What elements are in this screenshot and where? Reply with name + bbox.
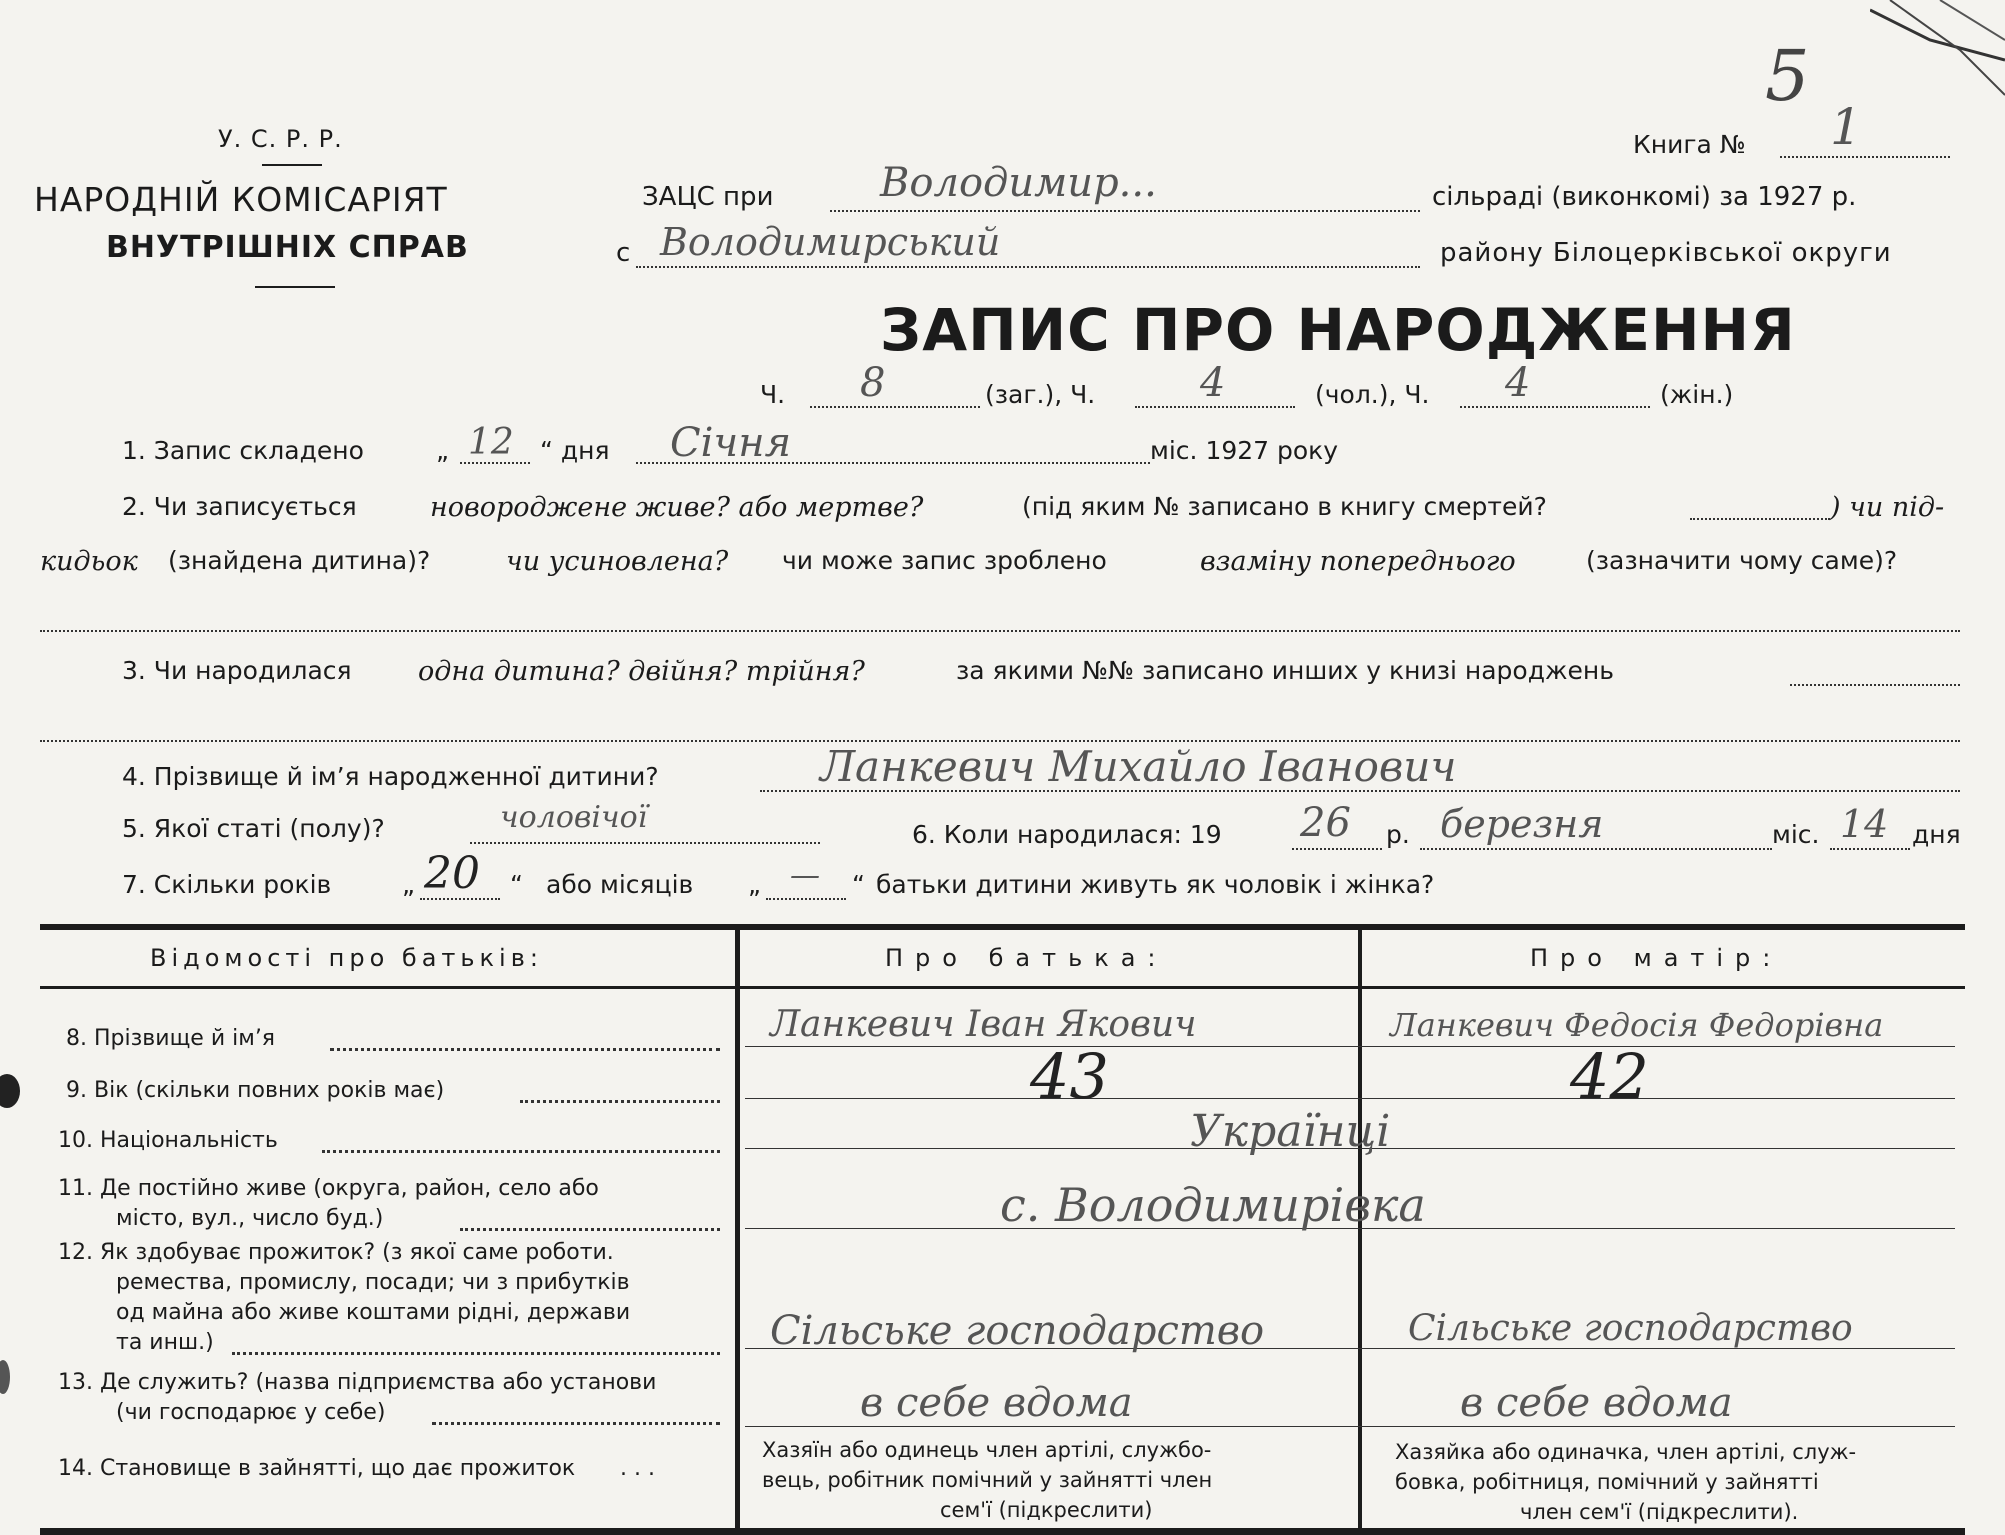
q7-open-quote: „ (402, 870, 415, 899)
q1-suffix: міс. 1927 року (1150, 436, 1339, 465)
row-13-father: в себе вдома (860, 1380, 1133, 1426)
q6-day-value: 14 (1840, 802, 1889, 846)
book-field-line (1780, 156, 1950, 158)
q6-month-line (1420, 848, 1772, 850)
row-10-father: Українці (1190, 1106, 1391, 1157)
table-col-divider (735, 930, 740, 1535)
q2-italic3: кидьок (40, 546, 138, 577)
q3-text1: 3. Чи народилася (122, 656, 352, 685)
count-general-line (810, 406, 980, 408)
row-11-label-1: 11. Де постійно живе (округа, район, село або (58, 1176, 599, 1201)
q4-label: 4. Прізвище й ім’я народженної дитини? (122, 762, 659, 791)
village-council-label: сільраді (виконкомі) за 1927 р. (1432, 182, 1857, 212)
q7-months-value: — (790, 858, 820, 893)
row-14-mother-line1: Хазяйка або одиначка, член артілі, служ- (1395, 1440, 1857, 1464)
table-header-mother: Про матір: (1530, 944, 1783, 972)
row-11-father: с. Володимирівка (1000, 1178, 1426, 1232)
row-line (745, 1426, 1955, 1427)
commissariat-line1: НАРОДНІЙ КОМІСАРІЯТ (34, 180, 448, 219)
q7-label: 7. Скільки років (122, 870, 332, 899)
row-leader (232, 1352, 720, 1355)
row-12-label-1: 12. Як здобуває прожиток? (з якої саме роботи. (58, 1240, 614, 1265)
header-divider (262, 164, 322, 166)
count-male-label: (чол.), Ч. (1315, 380, 1430, 409)
table-header-info: Відомості про батьків: (150, 944, 543, 972)
table-bottom-border (40, 1528, 1965, 1535)
q5-line (470, 842, 820, 844)
row-12-label-2: ремества, промислу, посади; чи з прибутків (116, 1270, 630, 1295)
q2-answer-line (40, 630, 1960, 632)
q7-months-line (766, 898, 846, 900)
q2-text3: (знайдена дитина)? (168, 546, 431, 575)
row-8-father: Ланкевич Іван Якович (770, 1004, 1197, 1045)
row-14-mother-line2: бовка, робітниця, помічний у зайнятті (1395, 1470, 1819, 1494)
q2-text4: чи може запис зроблено (782, 546, 1107, 575)
row-line (745, 1046, 1955, 1047)
q6-day-suffix: дня (1912, 820, 1961, 849)
row-12-mother: Сільське господарство (1408, 1308, 1853, 1349)
row-13-mother: в себе вдома (1460, 1380, 1733, 1426)
table-header-father: Про батька: (885, 944, 1168, 972)
q1-close-quote: “ дня (540, 436, 610, 465)
q6-month-suffix: міс. (1772, 820, 1820, 849)
zags-field-line (830, 210, 1420, 212)
count-female-line (1460, 406, 1650, 408)
q7-years-value: 20 (424, 848, 480, 899)
row-13-label-1: 13. Де служить? (назва підприємства або установи (58, 1370, 657, 1395)
q7-months-open: „ (748, 870, 761, 899)
q3-text2: за якими №№ записано инших у книзі народжень (956, 656, 1614, 685)
q5-value: чоловічої (500, 800, 648, 835)
row-8-mother: Ланкевич Федосія Федорівна (1390, 1006, 1884, 1044)
count-label: Ч. (760, 380, 786, 409)
q3-line-a (1790, 684, 1960, 686)
count-male-line (1135, 406, 1295, 408)
row-14-leader: . . . (620, 1456, 655, 1481)
q2-death-book-line (1690, 518, 1830, 520)
q5-label: 5. Якої статі (полу)? (122, 814, 385, 843)
row-12-label-3: од майна або живе коштами рідні, держави (116, 1300, 631, 1325)
book-label: Книга № (1633, 130, 1746, 159)
q2-italic2: ) чи під- (1830, 492, 1945, 523)
row-14-father-line2: вець, робітник помічний у зайнятті член (762, 1468, 1213, 1492)
book-value: 1 (1830, 98, 1862, 156)
row-14-label: 14. Становище в зайнятті, що дає прожиток (58, 1456, 576, 1481)
table-header-border (40, 986, 1965, 989)
row-leader (460, 1228, 720, 1231)
q1-day-value: 12 (468, 422, 514, 463)
district-value: Володимирський (660, 220, 1001, 264)
count-general-value: 8 (860, 360, 886, 406)
q7-months-label: або місяців (546, 870, 694, 899)
q1-month-value: Січня (670, 420, 792, 466)
row-14-father-line1: Хазяїн або одинець член артілі, службо- (762, 1438, 1212, 1462)
row-10-label: 10. Національність (58, 1128, 278, 1153)
q6-year-line (1292, 848, 1382, 850)
row-14-mother-line3: член сем'ї (підкреслити). (1520, 1500, 1799, 1524)
q2-text1: 2. Чи записується (122, 492, 357, 521)
q6-month-value: березня (1440, 802, 1604, 846)
row-leader (322, 1150, 720, 1153)
q4-value: Ланкевич Михайло Іванович (820, 742, 1457, 791)
q7-suffix: батьки дитини живуть як чоловік і жінка? (876, 870, 1435, 899)
row-9-label: 9. Вік (скільки повних років має) (66, 1078, 445, 1103)
q7-close-quote: “ (510, 870, 523, 899)
row-line (745, 1098, 1955, 1099)
page-number: 5 (1765, 35, 1810, 117)
q3-italic: одна дитина? двійня? трійня? (418, 656, 865, 687)
q1-prefix: 1. Запис складено (122, 436, 364, 465)
q7-months-close: “ (852, 870, 865, 899)
table-col-divider (1358, 930, 1362, 1535)
row-13-label-2: (чи господарює у себе) (116, 1400, 386, 1425)
punch-hole (0, 1360, 10, 1394)
commissariat-line2: ВНУТРІШНІХ СПРАВ (106, 230, 469, 265)
row-12-label-4: та инш.) (116, 1330, 214, 1355)
district-label: району Білоцерківської округи (1440, 238, 1892, 268)
corner-scribble-icon (1870, 0, 2005, 110)
q1-open-quote: „ (436, 436, 449, 465)
state-header: У. С. Р. Р. (218, 125, 343, 153)
count-female-value: 4 (1505, 360, 1531, 406)
q6-day-line (1830, 848, 1910, 850)
row-14-father-line3: сем'ї (підкреслити) (940, 1498, 1153, 1522)
row-12-father: Сільське господарство (770, 1308, 1265, 1354)
q2-italic5: взаміну попереднього (1200, 546, 1516, 577)
q6-year-suffix: р. (1386, 820, 1410, 849)
district-field-line (636, 266, 1420, 268)
count-male-value: 4 (1200, 360, 1226, 406)
row-9-mother: 42 (1570, 1040, 1649, 1113)
q6-year-value: 26 (1300, 800, 1351, 846)
count-general-label: (заг.), Ч. (985, 380, 1096, 409)
row-leader (432, 1422, 720, 1425)
punch-hole (0, 1074, 20, 1108)
row-9-father: 43 (1030, 1040, 1109, 1113)
count-female-label: (жін.) (1660, 380, 1734, 409)
q2-text2: (під яким № записано в книгу смертей? (1022, 492, 1547, 521)
row-11-label-2: місто, вул., число буд.) (116, 1206, 384, 1231)
row-8-label: 8. Прізвище й ім’я (66, 1026, 276, 1051)
table-top-border (40, 924, 1965, 930)
district-prefix: с (616, 238, 631, 268)
row-leader (520, 1100, 720, 1103)
q2-italic1: новороджене живе? або мертве? (430, 492, 924, 523)
zags-label: ЗАЦС при (642, 182, 774, 212)
q2-italic4: чи усиновлена? (506, 546, 729, 577)
row-leader (330, 1048, 720, 1051)
header-divider (255, 286, 335, 288)
zags-value: Володимир... (880, 160, 1157, 206)
page-title: ЗАПИС ПРО НАРОДЖЕННЯ (880, 296, 1796, 364)
q2-text5: (зазначити чому саме)? (1586, 546, 1898, 575)
q6-label: 6. Коли народилася: 19 (912, 820, 1222, 849)
